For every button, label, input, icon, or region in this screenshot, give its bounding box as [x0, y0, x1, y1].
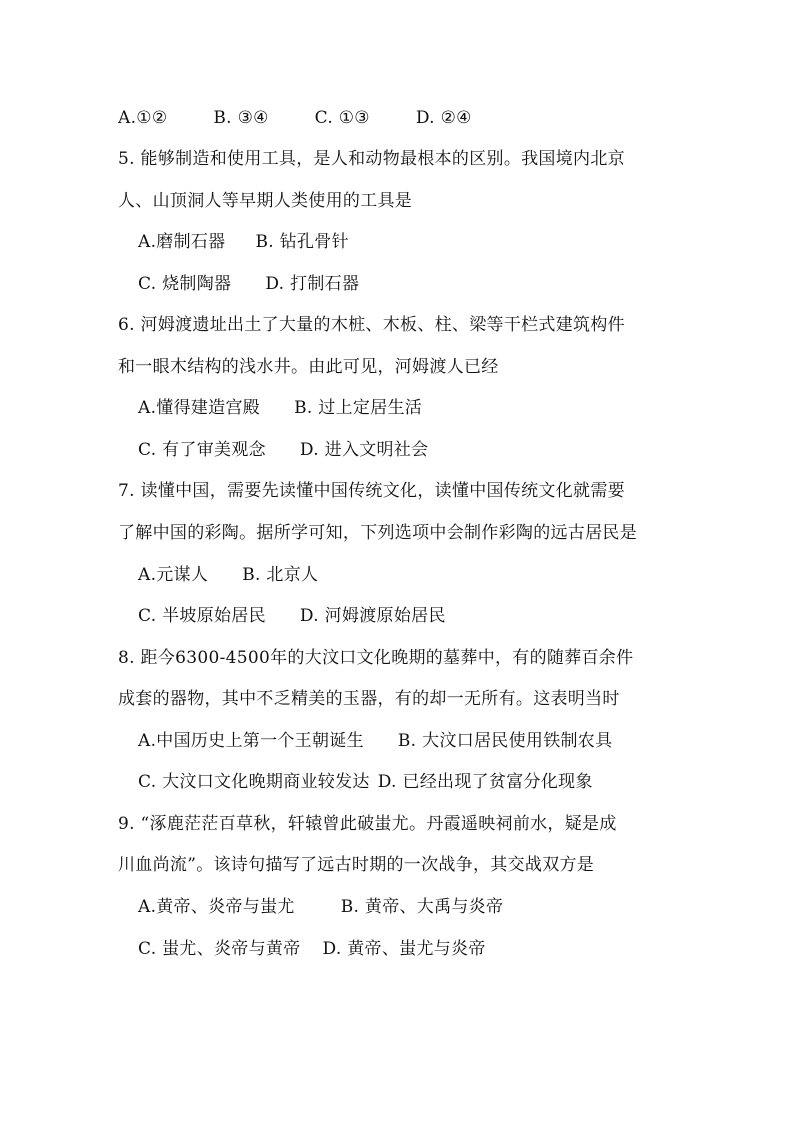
q8-option-b: B. 大汶口居民使用铁制农具 — [397, 731, 613, 751]
q4-option-c: C. ①③ — [314, 108, 370, 128]
q7-option-d: D. 河姆渡原始居民 — [299, 606, 446, 626]
q5-options-row-2 — [138, 272, 359, 296]
q9-stem-line-1: 9. “涿鹿茫茫百草秋，轩辕曾此破蚩尤。丹霞遥映祠前水，疑是成 — [118, 814, 617, 834]
q5-stem-line-2: 人、山顶洞人等早期人类使用的工具是 — [118, 191, 413, 211]
q6-options-row-1 — [138, 396, 422, 420]
q8-stem-line-2: 成套的器物，其中不乏精美的玉器，有的却一无所有。这表明当时 — [118, 689, 620, 709]
q8-option-c: C. 大汶口文化晚期商业较发达 — [138, 772, 370, 792]
q9-option-b: B. 黄帝、大禹与炎帝 — [340, 897, 504, 917]
q9-options-row-1 — [138, 895, 503, 919]
q9-option-d: D. 黄帝、蚩尤与炎帝 — [322, 939, 486, 959]
q7-option-a: A.元谋人 — [138, 565, 209, 585]
q8-option-a: A.中国历史上第一个王朝诞生 — [138, 731, 364, 751]
q6-option-a: A.懂得建造宫殿 — [138, 398, 261, 418]
q4-option-d: D. ②④ — [415, 108, 472, 128]
q6-option-c: C. 有了审美观念 — [138, 440, 266, 460]
q5-options-row-1 — [138, 230, 349, 254]
q7-options-row-2 — [138, 604, 446, 628]
q7-options-row-1 — [138, 563, 318, 587]
q6-stem-line-2: 和一眼木结构的浅水井。由此可见，河姆渡人已经 — [118, 357, 499, 377]
q6-option-b: B. 过上定居生活 — [294, 398, 423, 418]
q6-stem-line-1: 6. 河姆渡遗址出土了大量的木桩、木板、柱、梁等干栏式建筑构件 — [118, 315, 625, 335]
q5-stem-line-1: 5. 能够制造和使用工具，是人和动物最根本的区别。我国境内北京 — [118, 149, 625, 169]
q8-options-row-2 — [138, 770, 593, 794]
q7-stem-line-1: 7. 读懂中国，需要先读懂中国传统文化，读懂中国传统文化就需要 — [118, 481, 625, 501]
q8-stem-line-1: 8. 距今6300-4500年的大汶口文化晚期的墓葬中，有的随葬百余件 — [118, 648, 634, 668]
q8-option-d: D. 已经出现了贫富分化现象 — [377, 772, 593, 792]
q9-options-row-2 — [138, 937, 486, 961]
q5-option-b: B. 钻孔骨针 — [255, 232, 349, 252]
q9-stem-line-2: 川血尚流”。该诗句描写了远古时期的一次战争，其交战双方是 — [118, 855, 595, 875]
q7-option-c: C. 半坡原始居民 — [138, 606, 266, 626]
q6-options-row-2 — [138, 438, 428, 462]
q7-option-b: B. 北京人 — [242, 565, 319, 585]
q5-option-a: A.磨制石器 — [138, 232, 226, 252]
q4-option-a: A.①② — [118, 108, 168, 128]
q9-option-a: A.黄帝、炎帝与蚩尤 — [138, 897, 295, 917]
q5-option-d: D. 打制石器 — [265, 274, 360, 294]
q7-stem-line-2: 了解中国的彩陶。据所学可知，下列选项中会制作彩陶的远古居民是 — [118, 523, 637, 543]
q6-option-d: D. 进入文明社会 — [299, 440, 429, 460]
q4-option-b: B. ③④ — [213, 108, 269, 128]
q8-options-row-1 — [138, 729, 612, 753]
q5-option-c: C. 烧制陶器 — [138, 274, 232, 294]
q4-options-row — [118, 106, 472, 130]
q9-option-c: C. 蚩尤、炎帝与黄帝 — [138, 939, 301, 959]
